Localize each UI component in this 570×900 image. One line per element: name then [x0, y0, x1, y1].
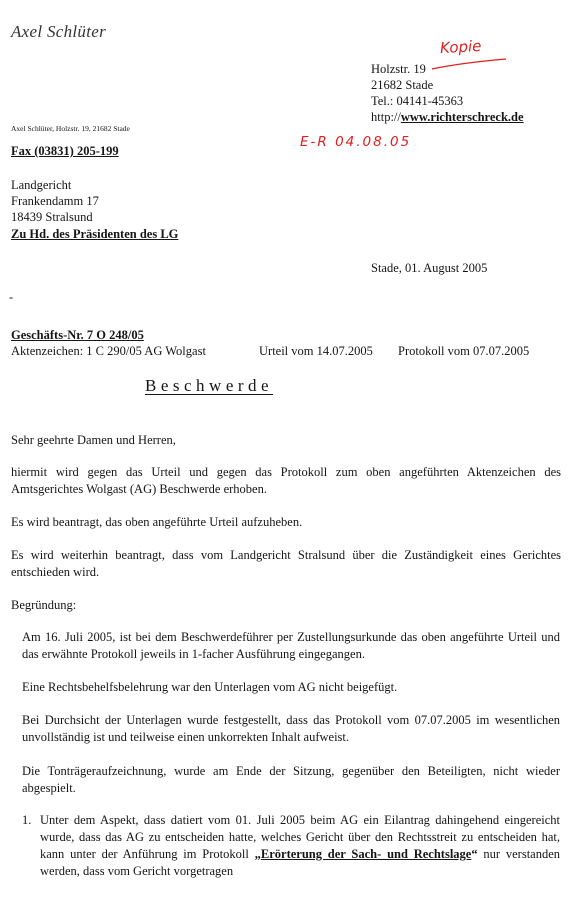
recipient-attention: Zu Hd. des Präsidenten des LG	[11, 227, 179, 241]
salutation: Sehr geehrte Damen und Herren,	[11, 433, 176, 447]
document-title: Beschwerde	[145, 376, 274, 395]
stray-dash: -	[9, 290, 14, 304]
reason-paragraph-3: Bei Durchsicht der Unterlagen wurde festgestellt, dass das Protokoll vom 07.07.2005 im wesentlichen unvollständig ist und teilweise einen unkorrekten Inhalt aufweist.	[22, 713, 560, 744]
reason-paragraph-4: Die Tonträgeraufzeichnung, wurde am Ende der Sitzung, gegenüber den Beteiligten, nicht wieder abgespielt.	[22, 764, 560, 795]
sender-url-prefix: http://	[371, 110, 401, 124]
case-number: Geschäfts-Nr. 7 O 248/05	[11, 328, 144, 342]
sender-name: Axel Schlüter	[11, 22, 107, 41]
list-item-text: Unter dem Aspekt, dass datiert vom 01. Juli 2005 beim AG ein Eilantrag dahingehend eingereicht wurde, dass das AG zu entscheiden hatte, welches Gericht über den Rechtsstreit zu entscheiden hat, kann unter der Anführung im Protokoll	[40, 813, 560, 861]
fax-number: Fax (03831) 205-199	[11, 144, 119, 158]
sender-city: 21682 Stade	[371, 78, 434, 92]
recipient-line-2: Frankendamm 17	[11, 194, 99, 208]
quote-open: „	[254, 847, 261, 861]
paragraph-request-2: Es wird weiterhin beantragt, dass vom Landgericht Stralsund über die Zuständigkeit eines Gerichtes entschieden wird.	[11, 548, 561, 579]
quote-close: “	[471, 847, 478, 861]
reason-paragraph-2: Eine Rechtsbehelfsbelehrung war den Unterlagen vom AG nicht beigefügt.	[22, 680, 398, 694]
recipient-line-1: Landgericht	[11, 178, 72, 192]
protocol-date: Protokoll vom 07.07.2005	[398, 344, 530, 358]
list-item-1	[40, 812, 560, 880]
list-item-number: 1.	[22, 813, 32, 827]
list-item-text-continued: nur verstanden werden, dass vom Gericht vorgetragen	[40, 847, 561, 878]
quoted-phrase: Erörterung der Sach- und Rechtslage	[260, 847, 472, 861]
paragraph-complaint: hiermit wird gegen das Urteil und gegen das Protokoll zum oben angeführten Aktenzeichen des Amtsgerichtes Wolgast (AG) Beschwerde erhoben.	[11, 465, 561, 496]
reason-heading: Begründung:	[11, 598, 77, 612]
recipient-line-3: 18439 Stralsund	[11, 210, 93, 224]
return-address: Axel Schlüter, Holzstr. 19, 21682 Stade	[11, 124, 130, 133]
date-line: Stade, 01. August 2005	[371, 261, 488, 275]
sender-url-host[interactable]: www.richterschreck.de	[400, 110, 524, 124]
paragraph-request-1: Es wird beantragt, das oben angeführte Urteil aufzuheben.	[11, 515, 303, 529]
sender-street: Holzstr. 19	[371, 62, 426, 76]
reason-paragraph-1: Am 16. Juli 2005, ist bei dem Beschwerdeführer per Zustellungsurkunde das oben angeführte Urteil und das erwähnte Protokoll jeweils in 1-facher Ausführung eingegangen.	[22, 630, 560, 661]
judgment-date: Urteil vom 14.07.2005	[259, 344, 373, 358]
sender-website[interactable]	[371, 110, 524, 125]
copy-annotation-underline	[430, 55, 510, 73]
sender-phone: Tel.: 04141-45363	[371, 94, 464, 108]
file-reference: Aktenzeichen: 1 C 290/05 AG Wolgast	[11, 344, 206, 358]
copy-annotation: Kopie	[439, 36, 482, 58]
receipt-annotation: E-R 04.08.05	[300, 134, 412, 150]
